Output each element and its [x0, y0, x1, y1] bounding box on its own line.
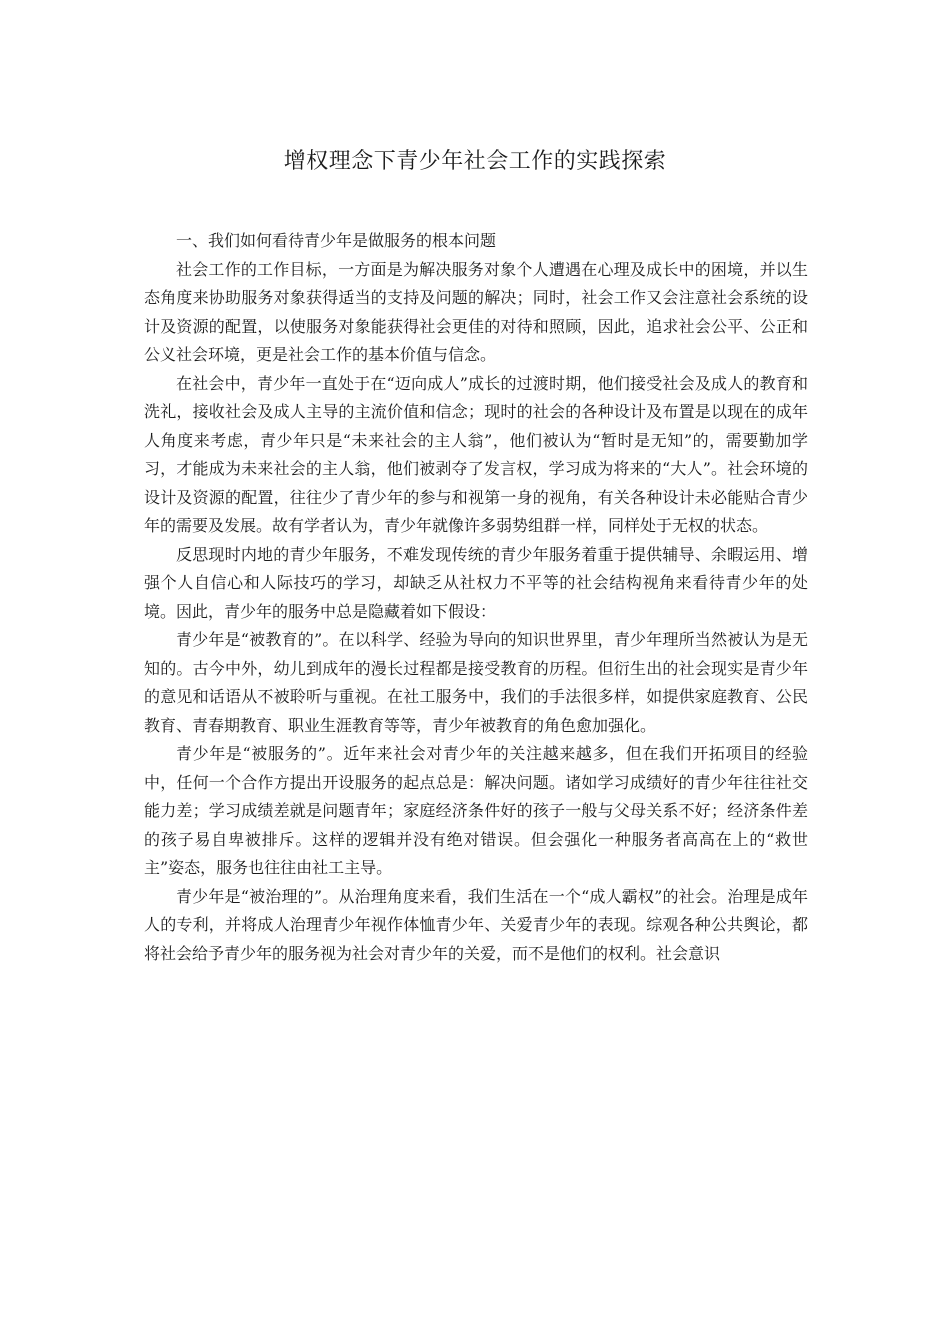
document-title: 增权理念下青少年社会工作的实践探索 [283, 149, 667, 174]
section-heading: 一、我们如何看待青少年是做服务的根本问题 [176, 231, 497, 250]
paragraph: 青少年是“被教育的”。在以科学、经验为导向的知识世界里，青少年理所当然被认为是无知的。古今中外，幼儿到成年的漫长过程都是接受教育的历程。但衍生出的社会现实是青少年的意见和话语从不被聆听与重视。在社工服务中，我们的手法很多样，如提供家庭教育、公民教育、青春期教育、职业生涯教育等等，青少年被教育的角色愈加强化。 [144, 630, 808, 735]
paragraph: 社会工作的工作目标，一方面是为解决服务对象个人遭遇在心理及成长中的困境，并以生态角度来协助服务对象获得适当的支持及问题的解决；同时，社会工作又会注意社会系统的设计及资源的配置，以使服务对象能获得社会更佳的对待和照顾，因此，追求社会公平、公正和公义社会环境，更是社会工作的基本价值与信念。 [144, 259, 808, 364]
paragraph: 青少年是“被服务的”。近年来社会对青少年的关注越来越多，但在我们开拓项目的经验中，任何一个合作方提出开设服务的起点总是：解决问题。诸如学习成绩好的青少年往往社交能力差；学习成绩差就是问题青年；家庭经济条件好的孩子一般与父母关系不好；经济条件差的孩子易自卑被排斥。这样的逻辑并没有绝对错误。但会强化一种服务者高高在上的“救世主”姿态，服务也往往由社工主导。 [144, 744, 808, 877]
paragraph: 在社会中，青少年一直处于在“迈向成人”成长的过渡时期，他们接受社会及成人的教育和洗礼，接收社会及成人主导的主流价值和信念；现时的社会的各种设计及布置是以现在的成年人角度来考虑，青少年只是“未来社会的主人翁”，他们被认为“暂时是无知”的，需要勤加学习，才能成为未来社会的主人翁，他们被剥夺了发言权，学习成为将来的“大人”。社会环境的设计及资源的配置，往往少了青少年的参与和视第一身的视角，有关各种设计未必能贴合青少年的需要及发展。故有学者认为，青少年就像许多弱势组群一样，同样处于无权的状态。 [144, 373, 808, 535]
paragraph: 反思现时内地的青少年服务，不难发现传统的青少年服务着重于提供辅导、余暇运用、增强个人自信心和人际技巧的学习，却缺乏从社权力不平等的社会结构视角来看待青少年的处境。因此，青少年的服务中总是隐藏着如下假设： [144, 544, 808, 621]
document-body [144, 227, 808, 968]
paragraph: 青少年是“被治理的”。从治理角度来看，我们生活在一个“成人霸权”的社会。治理是成年人的专利，并将成人治理青少年视作体恤青少年、关爱青少年的表现。综观各种公共舆论，都将社会给予青少年的服务视为社会对青少年的关爱，而不是他们的权利。社会意识 [144, 886, 808, 963]
